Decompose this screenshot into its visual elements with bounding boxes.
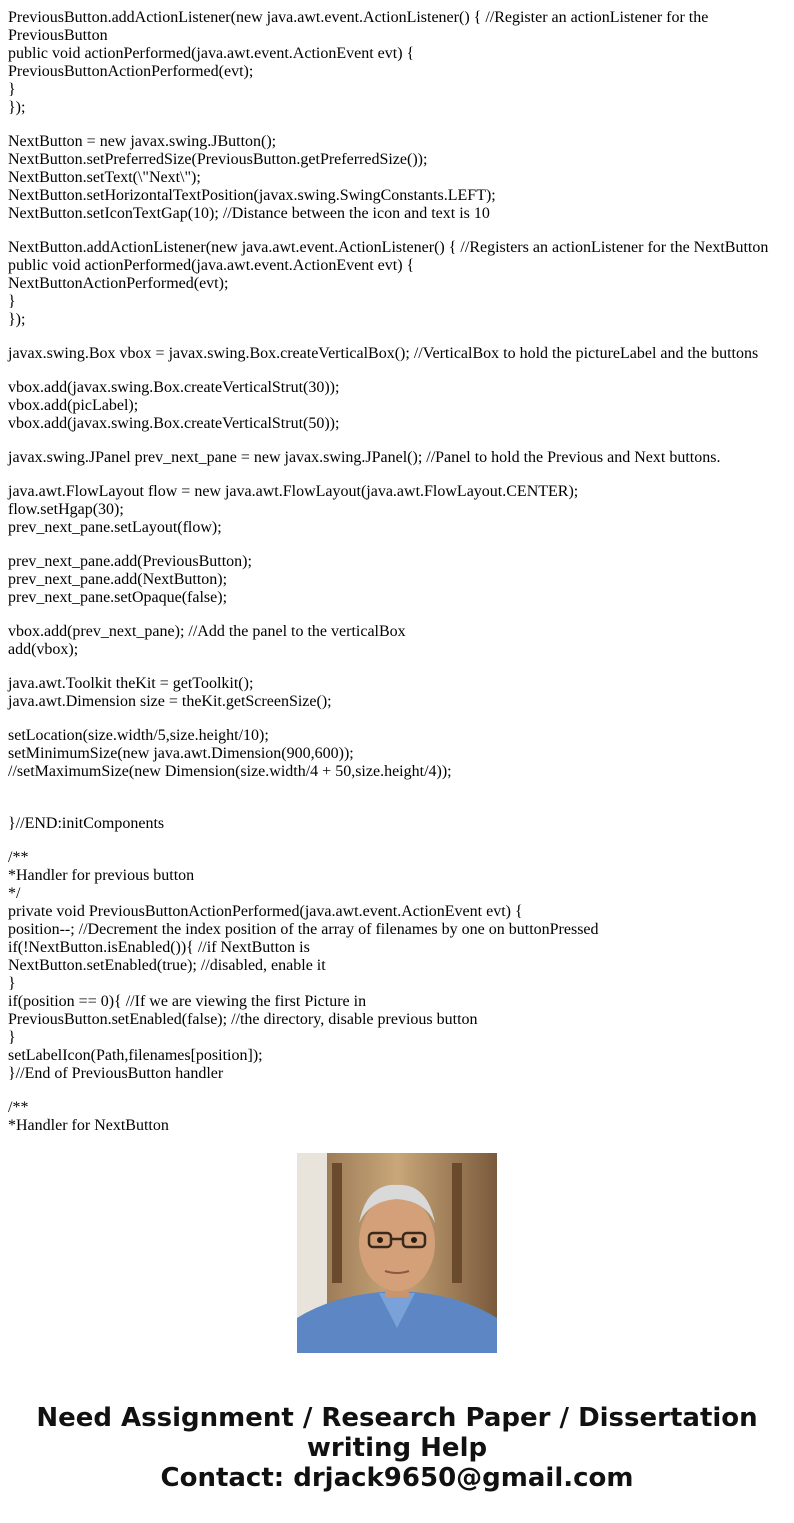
code-line: position--; //Decrement the index position of the array of filenames by one on buttonPressed: [8, 921, 599, 938]
code-line: NextButton.setPreferredSize(PreviousButton.getPreferredSize());: [8, 151, 428, 168]
code-paragraph: [8, 133, 788, 223]
code-paragraph: [8, 815, 788, 833]
code-paragraph: [8, 483, 788, 537]
code-line: NextButton = new javax.swing.JButton();: [8, 133, 277, 150]
code-line: add(vbox);: [8, 641, 79, 658]
code-line: vbox.add(prev_next_pane); //Add the panel to the verticalBox: [8, 623, 406, 640]
code-line: PreviousButtonActionPerformed(evt);: [8, 63, 254, 80]
code-line: prev_next_pane.add(NextButton);: [8, 571, 228, 588]
code-line: vbox.add(javax.swing.Box.createVerticalStrut(50));: [8, 415, 340, 432]
code-line: });: [8, 99, 26, 116]
code-paragraph: [8, 239, 788, 329]
code-line: vbox.add(javax.swing.Box.createVerticalStrut(30));: [8, 379, 340, 396]
code-line: PreviousButton.addActionListener(new java.awt.event.ActionListener() { //Register an actionListener for the PreviousButton: [8, 9, 713, 44]
code-paragraph: [8, 553, 788, 607]
code-line: }: [8, 81, 16, 98]
code-line: *Handler for NextButton: [8, 1117, 169, 1134]
banner-line-1: Need Assignment / Research Paper / Dissertation: [36, 1403, 758, 1433]
code-paragraph: [8, 449, 788, 467]
code-line: }: [8, 975, 16, 992]
code-line: if(!NextButton.isEnabled()){ //if NextButton is: [8, 939, 310, 956]
code-line: setLabelIcon(Path,filenames[position]);: [8, 1047, 263, 1064]
code-line: javax.swing.Box vbox = javax.swing.Box.createVerticalBox(); //VerticalBox to hold the pictureLabel and the buttons: [8, 345, 759, 362]
banner-line-2: writing Help: [306, 1433, 488, 1463]
help-banner: [0, 1403, 794, 1493]
code-line: NextButton.addActionListener(new java.awt.event.ActionListener() { //Registers an actionListener for the NextButton: [8, 239, 769, 256]
code-line: java.awt.Dimension size = theKit.getScreenSize();: [8, 693, 332, 710]
code-line: NextButtonActionPerformed(evt);: [8, 275, 229, 292]
code-line: }//END:initComponents: [8, 815, 165, 832]
code-line: java.awt.FlowLayout flow = new java.awt.FlowLayout(java.awt.FlowLayout.CENTER);: [8, 483, 579, 500]
code-line: /**: [8, 1099, 29, 1116]
code-line: private void PreviousButtonActionPerformed(java.awt.event.ActionEvent evt) {: [8, 903, 523, 920]
contact-line: Contact: drjack9650@gmail.com: [160, 1463, 634, 1493]
code-line: }: [8, 1029, 16, 1046]
code-line: [8, 781, 788, 799]
code-paragraph: [8, 345, 788, 363]
code-line: java.awt.Toolkit theKit = getToolkit();: [8, 675, 254, 692]
code-line: setMinimumSize(new java.awt.Dimension(900,600));: [8, 745, 354, 762]
code-paragraph: [8, 675, 788, 711]
code-line: prev_next_pane.add(PreviousButton);: [8, 553, 252, 570]
code-line: flow.setHgap(30);: [8, 501, 124, 518]
code-line: prev_next_pane.setOpaque(false);: [8, 589, 228, 606]
author-photo: [297, 1153, 497, 1353]
code-line: NextButton.setIconTextGap(10); //Distance between the icon and text is 10: [8, 205, 490, 222]
code-paragraph: [8, 623, 788, 659]
code-line: setLocation(size.width/5,size.height/10);: [8, 727, 269, 744]
code-line: public void actionPerformed(java.awt.event.ActionEvent evt) {: [8, 257, 415, 274]
code-line: NextButton.setEnabled(true); //disabled, enable it: [8, 957, 326, 974]
code-line: /**: [8, 849, 29, 866]
code-line: */: [8, 885, 21, 902]
code-line: prev_next_pane.setLayout(flow);: [8, 519, 222, 536]
code-line: }: [8, 293, 16, 310]
code-line: javax.swing.JPanel prev_next_pane = new javax.swing.JPanel(); //Panel to hold the Previous and Next buttons.: [8, 449, 721, 466]
code-line: }//End of PreviousButton handler: [8, 1065, 224, 1082]
code-line: public void actionPerformed(java.awt.event.ActionEvent evt) {: [8, 45, 415, 62]
code-paragraph: [8, 9, 788, 117]
code-text: [8, 9, 788, 1134]
code-paragraph: [8, 379, 788, 433]
code-line: vbox.add(picLabel);: [8, 397, 139, 414]
code-paragraph: [8, 1099, 788, 1135]
code-line: *Handler for previous button: [8, 867, 195, 884]
code-paragraph: [8, 727, 788, 799]
code-line: PreviousButton.setEnabled(false); //the directory, disable previous button: [8, 1011, 478, 1028]
code-line: NextButton.setHorizontalTextPosition(javax.swing.SwingConstants.LEFT);: [8, 187, 496, 204]
code-paragraph: [8, 849, 788, 1083]
code-line: //setMaximumSize(new Dimension(size.width/4 + 50,size.height/4));: [8, 763, 452, 780]
code-line: });: [8, 311, 26, 328]
code-line: NextButton.setText(\"Next\");: [8, 169, 201, 186]
code-line: if(position == 0){ //If we are viewing the first Picture in: [8, 993, 367, 1010]
